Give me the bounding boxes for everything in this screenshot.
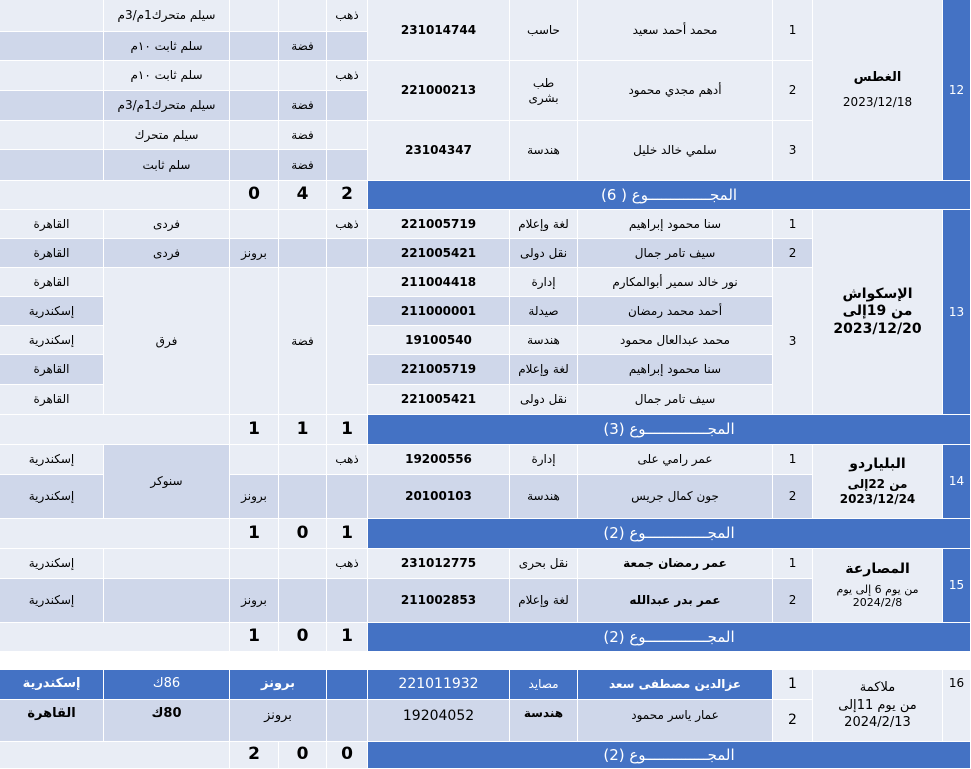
- event-name: [104, 549, 230, 579]
- sport-date: من يوم 11إلى 2024/2/13: [838, 698, 917, 730]
- total-blank: [0, 415, 230, 445]
- total-bronze: 1: [230, 519, 279, 549]
- row-number: 13: [943, 210, 971, 415]
- gold-medal: ذهب: [327, 210, 368, 239]
- city: القاهرة: [0, 268, 104, 297]
- gold-medal: ذهب: [327, 61, 368, 91]
- athlete-index: 3: [773, 268, 813, 415]
- athlete-id: 19200556: [368, 445, 510, 475]
- total-silver: 0: [279, 623, 327, 652]
- sport-name: الإسكواش من 19إلى 2023/12/20: [813, 210, 943, 415]
- event-weight: 86ك: [104, 670, 230, 700]
- bronze-medal: برونز: [230, 579, 279, 623]
- silver-medal: [279, 549, 327, 579]
- total-gold: 2: [327, 181, 368, 210]
- gold-medal: [327, 700, 368, 742]
- athlete-name: عمر رامي على: [578, 445, 773, 475]
- team-silver-medal: فضة: [279, 268, 327, 415]
- athlete-faculty: لغة وإعلام: [510, 579, 578, 623]
- silver-medal: [279, 579, 327, 623]
- athlete-id: 23104347: [368, 121, 510, 181]
- silver-medal: [279, 475, 327, 519]
- athlete-id: 19100540: [368, 326, 510, 355]
- athlete-id: 20100103: [368, 475, 510, 519]
- city: إسكندرية: [0, 475, 104, 519]
- athlete-index: 2: [773, 239, 813, 268]
- total-silver: 0: [279, 742, 327, 769]
- row-number: 12: [943, 0, 971, 181]
- athlete-name: عمر بدر عبدالله: [578, 579, 773, 623]
- athlete-name: سنا محمود إبراهيم: [578, 355, 773, 385]
- sport-name: البلياردو: [849, 455, 906, 472]
- bronze-medal: [230, 150, 279, 181]
- athlete-name: سيف تامر جمال: [578, 385, 773, 415]
- sport-name: ملاكمة: [859, 680, 896, 696]
- athlete-faculty: نقل دولى: [510, 239, 578, 268]
- athlete-faculty: طب بشرى: [510, 61, 578, 121]
- total-bronze: 0: [230, 181, 279, 210]
- athlete-id: 221005421: [368, 239, 510, 268]
- athlete-index: 1: [773, 670, 813, 700]
- event-weight: 80ك: [104, 700, 230, 742]
- bronze-medal: برونز: [230, 239, 279, 268]
- city: القاهرة: [0, 239, 104, 268]
- city: القاهرة: [0, 700, 104, 742]
- bronze-medal: [230, 549, 279, 579]
- event-name: سنوكر: [104, 445, 230, 519]
- gold-medal: ذهب: [327, 549, 368, 579]
- table-gap: [0, 652, 971, 670]
- athlete-name: محمد عبدالعال محمود: [578, 326, 773, 355]
- athlete-id: 211002853: [368, 579, 510, 623]
- athlete-id: 221000213: [368, 61, 510, 121]
- athlete-index: 1: [773, 549, 813, 579]
- sport-date: من 22إلى 2023/12/24: [839, 477, 916, 507]
- athlete-index: 2: [773, 579, 813, 623]
- athlete-faculty: لغة وإعلام: [510, 210, 578, 239]
- city: إسكندرية: [0, 326, 104, 355]
- athlete-index: 2: [773, 700, 813, 742]
- athlete-id: 221011932: [368, 670, 510, 700]
- event-name: سيلم متحرك1م/3م: [104, 91, 230, 121]
- event-name: سلم ثابت: [104, 150, 230, 181]
- event-name: سلم ثابت ١٠م: [104, 61, 230, 91]
- total-silver: 0: [279, 519, 327, 549]
- sport-name: المصارعة: [845, 561, 910, 577]
- city: إسكندرية: [0, 670, 104, 700]
- athlete-name: سنا محمود إبراهيم: [578, 210, 773, 239]
- athlete-faculty: هندسة: [510, 700, 578, 742]
- athlete-index: 3: [773, 121, 813, 181]
- bronze-medal: [230, 268, 279, 415]
- athlete-index: 1: [773, 445, 813, 475]
- event-type: فردى: [104, 239, 230, 268]
- city: [0, 91, 104, 121]
- total-blank: [0, 623, 230, 652]
- total-blank: [0, 742, 230, 769]
- athlete-name: نور خالد سمير أبوالمكارم: [578, 268, 773, 297]
- sport-date: من يوم 6 إلى يوم 2024/2/8: [836, 582, 919, 610]
- city: [0, 121, 104, 150]
- city: [0, 32, 104, 61]
- city: [0, 0, 104, 32]
- gold-medal: [327, 121, 368, 150]
- gold-medal: [327, 475, 368, 519]
- bronze-medal: [230, 210, 279, 239]
- row-number: 15: [943, 549, 971, 623]
- total-label: المجــــــــــــــوع (2): [368, 742, 971, 769]
- athlete-faculty: لغة وإعلام: [510, 355, 578, 385]
- sport-cell: [813, 445, 943, 519]
- athlete-name: جون كمال جريس: [578, 475, 773, 519]
- total-label: المجــــــــــــــوع (2): [368, 623, 971, 652]
- gold-medal: ذهب: [327, 0, 368, 32]
- total-gold: 1: [327, 415, 368, 445]
- athlete-faculty: مصايد: [510, 670, 578, 700]
- bronze-medal: [230, 121, 279, 150]
- silver-medal: [279, 0, 327, 32]
- event-name: سلم ثابت ١٠م: [104, 32, 230, 61]
- athlete-name: أحمد محمد رمضان: [578, 297, 773, 326]
- athlete-faculty: إدارة: [510, 268, 578, 297]
- athlete-index: 1: [773, 0, 813, 61]
- bronze-medal: برونز: [230, 700, 327, 742]
- city: إسكندرية: [0, 297, 104, 326]
- total-blank: [0, 519, 230, 549]
- silver-medal: فضة: [279, 91, 327, 121]
- bronze-medal: [230, 32, 279, 61]
- city: [0, 61, 104, 91]
- sport-date: 2023/12/18: [842, 94, 913, 109]
- silver-medal: [279, 445, 327, 475]
- athlete-id: 231012775: [368, 549, 510, 579]
- gold-medal: [327, 91, 368, 121]
- gold-medal: [327, 32, 368, 61]
- bronze-medal: [230, 0, 279, 32]
- athlete-faculty: إدارة: [510, 445, 578, 475]
- total-silver: 1: [279, 415, 327, 445]
- total-bronze: 1: [230, 415, 279, 445]
- city: القاهرة: [0, 385, 104, 415]
- bronze-medal: [230, 61, 279, 91]
- athlete-faculty: نقل دولى: [510, 385, 578, 415]
- total-gold: 1: [327, 623, 368, 652]
- event-name: سيلم متحرك1م/3م: [104, 0, 230, 32]
- city: القاهرة: [0, 355, 104, 385]
- athlete-name: عمار ياسر محمود: [578, 700, 773, 742]
- sport-cell: [813, 549, 943, 623]
- city: إسكندرية: [0, 549, 104, 579]
- athlete-name: سيف تامر جمال: [578, 239, 773, 268]
- bronze-medal: [230, 445, 279, 475]
- silver-medal: فضة: [279, 150, 327, 181]
- silver-medal: فضة: [279, 121, 327, 150]
- athlete-id: 221005719: [368, 210, 510, 239]
- athlete-name: عمر رمضان جمعة: [578, 549, 773, 579]
- athlete-id: 221005719: [368, 355, 510, 385]
- athlete-index: 1: [773, 210, 813, 239]
- gold-medal: [327, 670, 368, 700]
- athlete-id: 221005421: [368, 385, 510, 415]
- athlete-id: 19204052: [368, 700, 510, 742]
- athlete-name: عزالدين مصطفى سعد: [578, 670, 773, 700]
- bronze-medal: [230, 91, 279, 121]
- athlete-id: 211000001: [368, 297, 510, 326]
- row-number: 14: [943, 445, 971, 519]
- total-bronze: 1: [230, 623, 279, 652]
- city: [0, 150, 104, 181]
- gold-medal: [327, 150, 368, 181]
- event-name: سيلم متحرك: [104, 121, 230, 150]
- silver-medal: فضة: [279, 32, 327, 61]
- total-gold: 1: [327, 519, 368, 549]
- row-number: 16: [943, 670, 971, 742]
- gold-medal: ذهب: [327, 445, 368, 475]
- event-type: فردى: [104, 210, 230, 239]
- total-label: المجــــــــــــــوع (3): [368, 415, 971, 445]
- total-label: المجــــــــــــــوع ( 6): [368, 181, 971, 210]
- gold-medal: [327, 579, 368, 623]
- sport-name: الغطس: [853, 70, 902, 86]
- silver-medal: [279, 61, 327, 91]
- total-bronze: 2: [230, 742, 279, 769]
- city: إسكندرية: [0, 445, 104, 475]
- athlete-faculty: نقل بحرى: [510, 549, 578, 579]
- athlete-index: 2: [773, 61, 813, 121]
- athlete-faculty: حاسب: [510, 0, 578, 61]
- silver-medal: [279, 239, 327, 268]
- athlete-id: 211004418: [368, 268, 510, 297]
- athlete-id: 231014744: [368, 0, 510, 61]
- bronze-medal: برونز: [230, 670, 327, 700]
- athlete-name: سلمي خالد خليل: [578, 121, 773, 181]
- athlete-index: 2: [773, 475, 813, 519]
- total-label: المجــــــــــــــوع (2): [368, 519, 971, 549]
- sport-cell: [813, 670, 943, 742]
- athlete-name: أدهم مجدي محمود: [578, 61, 773, 121]
- event-name: [104, 579, 230, 623]
- athlete-faculty: هندسة: [510, 475, 578, 519]
- bronze-medal: برونز: [230, 475, 279, 519]
- gold-medal: [327, 239, 368, 268]
- gold-medal: [327, 268, 368, 415]
- total-blank: [0, 181, 230, 210]
- total-silver: 4: [279, 181, 327, 210]
- athlete-faculty: صيدلة: [510, 297, 578, 326]
- athlete-faculty: هندسة: [510, 326, 578, 355]
- city: القاهرة: [0, 210, 104, 239]
- athlete-faculty: هندسة: [510, 121, 578, 181]
- silver-medal: [279, 210, 327, 239]
- city: إسكندرية: [0, 579, 104, 623]
- team-event-type: فرق: [104, 268, 230, 415]
- total-gold: 0: [327, 742, 368, 769]
- athlete-name: محمد أحمد سعيد: [578, 0, 773, 61]
- sport-cell: [813, 0, 943, 181]
